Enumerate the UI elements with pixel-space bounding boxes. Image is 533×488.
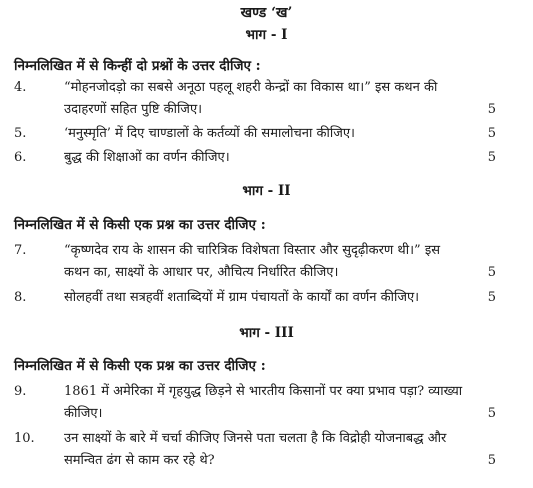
question-line: उदाहरणों सहित पुष्टि कीजिए।: [64, 102, 203, 117]
question-line: कीजिए।: [64, 406, 103, 421]
part-2-heading: भाग - II: [242, 183, 291, 199]
question-marks: 5: [487, 453, 496, 468]
question-line: “कृष्णदेव राय के शासन की चारित्रिक विशेषता विस्तार और सुदृढ़ीकरण थी।” इस: [64, 243, 440, 258]
question-line: समन्वित ढंग से काम कर रहे थे?: [64, 453, 215, 468]
question-line: ‘मनुस्मृति’ में दिए चाण्डालों के कर्तव्यों की समालोचना कीजिए।: [64, 126, 355, 141]
question-text: [64, 428, 504, 472]
question-text: [64, 381, 504, 425]
part-3-heading: भाग - III: [239, 325, 294, 341]
question-line: सोलहवीं तथा सत्रहवीं शताब्दियों में ग्राम पंचायतों के कार्यों का वर्णन कीजिए।: [64, 290, 420, 305]
question-number: 10.: [14, 431, 35, 446]
question-line: बुद्ध की शिक्षाओं का वर्णन कीजिए।: [64, 150, 230, 165]
question-line: उन साक्ष्यों के बारे में चर्चा कीजिए जिनसे पता चलता है कि विद्रोही योजनाबद्ध और: [64, 431, 447, 446]
question-text: [64, 240, 504, 284]
question-number: 8.: [14, 290, 27, 305]
question-marks: 5: [487, 265, 496, 280]
question-marks: 5: [487, 126, 496, 141]
question-number: 7.: [14, 243, 27, 258]
question-number: 9.: [14, 384, 27, 399]
question-text: [64, 77, 504, 121]
part-1-heading: भाग - I: [245, 27, 288, 43]
question-marks: 5: [487, 406, 496, 421]
question-text: [64, 147, 504, 169]
question-marks: 5: [487, 102, 496, 117]
part-2-instruction: निम्नलिखित में से किसी एक प्रश्न का उत्तर दीजिए :: [14, 217, 266, 233]
question-line: 1861 में अमेरिका में गृहयुद्ध छिड़ने से भारतीय किसानों पर क्या प्रभाव पड़ा? व्याख्या: [64, 384, 463, 399]
question-marks: 5: [487, 290, 496, 305]
question-line: कथन का, साक्ष्यों के आधार पर, औचित्य निर्धारित कीजिए।: [64, 265, 339, 280]
question-text: [64, 287, 504, 309]
question-number: 5.: [14, 126, 27, 141]
part-1-instruction: निम्नलिखित में से किन्हीं दो प्रश्नों के उत्तर दीजिए :: [14, 58, 261, 74]
question-number: 4.: [14, 80, 27, 95]
question-marks: 5: [487, 150, 496, 165]
part-3-instruction: निम्नलिखित में से किसी एक प्रश्न का उत्तर दीजिए :: [14, 358, 266, 374]
question-number: 6.: [14, 150, 27, 165]
question-text: [64, 123, 504, 145]
question-line: “मोहनजोदड़ो का सबसे अनूठा पहलू शहरी केन्द्रों का विकास था।” इस कथन की: [64, 80, 438, 95]
section-title: खण्ड ‘ख’: [240, 5, 293, 21]
